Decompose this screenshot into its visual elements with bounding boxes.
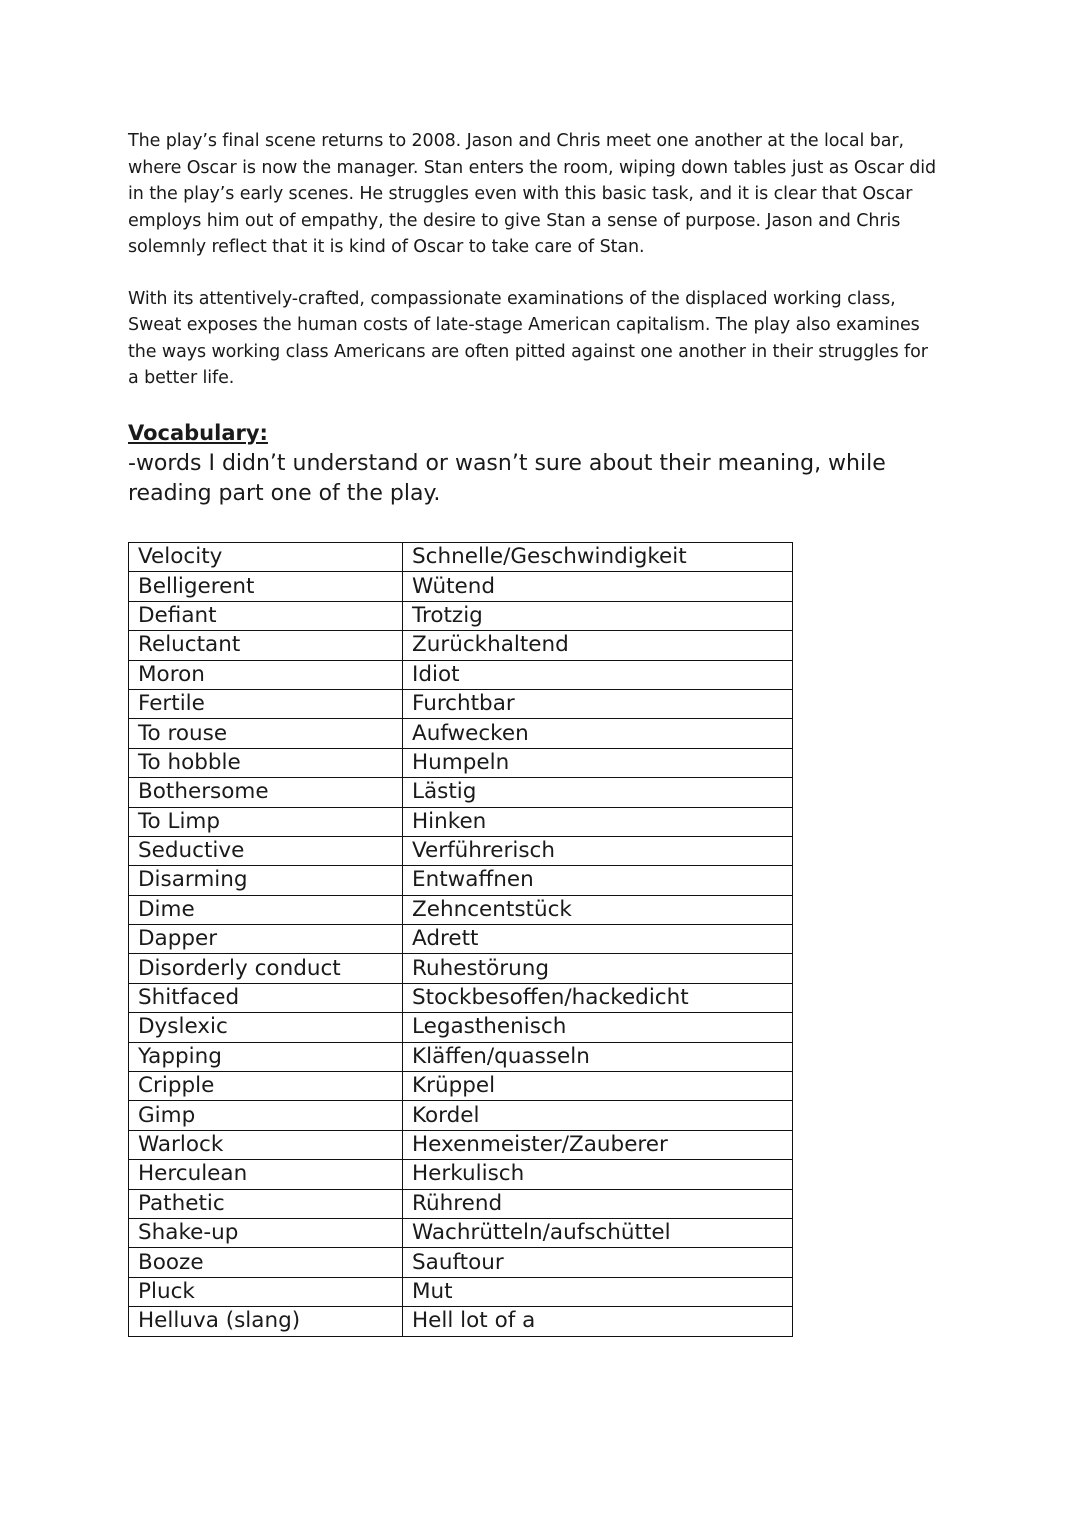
table-row [129, 660, 793, 689]
table-row [129, 1042, 793, 1071]
table-row [129, 1307, 793, 1336]
summary-paragraph-final-scene: The play’s final scene returns to 2008. Jason and Chris meet one another at the local bar, where Oscar is now the manager. Stan enters the room, wiping down tables just as Oscar did in the play’s early scenes. He struggles even with this basic task, and it is clear that Oscar employs him out of empathy, the desire to give Stan a sense of purpose. Jason and Chris solemnly reflect that it is kind of Oscar to take care of Stan. [128, 131, 937, 257]
english-term-cell: Helluva (slang) [129, 1307, 403, 1336]
english-term-cell: To hobble [129, 748, 403, 777]
table-row [129, 1013, 793, 1042]
german-translation-cell: Hexenmeister/Zauberer [403, 1130, 793, 1159]
summary-paragraph-themes: With its attentively-crafted, compassionate examinations of the displaced working class, Sweat exposes the human costs of late-stage American capitalism. The play also examines the ways working class Americans are often pitted against one another in their struggles for a better life. [128, 288, 928, 388]
english-term-cell: Booze [129, 1248, 403, 1277]
english-term-cell: Bothersome [129, 778, 403, 807]
english-term-cell: Defiant [129, 601, 403, 630]
table-row [129, 895, 793, 924]
german-translation-cell: Kläffen/quasseln [403, 1042, 793, 1071]
table-row [129, 1277, 793, 1306]
table-row [129, 543, 793, 572]
german-translation-cell: Entwaffnen [403, 866, 793, 895]
german-translation-cell: Schnelle/Geschwindigkeit [403, 543, 793, 572]
table-row [129, 719, 793, 748]
english-term-cell: Dapper [129, 925, 403, 954]
table-row [129, 866, 793, 895]
english-term-cell: Yapping [129, 1042, 403, 1071]
german-translation-cell: Furchtbar [403, 689, 793, 718]
german-translation-cell: Hell lot of a [403, 1307, 793, 1336]
table-row [129, 983, 793, 1012]
english-term-cell: Dyslexic [129, 1013, 403, 1042]
german-translation-cell: Adrett [403, 925, 793, 954]
english-term-cell: To rouse [129, 719, 403, 748]
german-translation-cell: Sauftour [403, 1248, 793, 1277]
english-term-cell: Herculean [129, 1160, 403, 1189]
table-row [129, 836, 793, 865]
german-translation-cell: Hinken [403, 807, 793, 836]
german-translation-cell: Aufwecken [403, 719, 793, 748]
table-row [129, 954, 793, 983]
german-translation-cell: Verführerisch [403, 836, 793, 865]
german-translation-cell: Krüppel [403, 1072, 793, 1101]
table-row [129, 1218, 793, 1247]
table-row [129, 778, 793, 807]
german-translation-cell: Idiot [403, 660, 793, 689]
english-term-cell: Belligerent [129, 572, 403, 601]
english-term-cell: Shitfaced [129, 983, 403, 1012]
german-translation-cell: Zurückhaltend [403, 631, 793, 660]
table-row [129, 1189, 793, 1218]
english-term-cell: Seductive [129, 836, 403, 865]
german-translation-cell: Legasthenisch [403, 1013, 793, 1042]
table-row [129, 925, 793, 954]
german-translation-cell: Kordel [403, 1101, 793, 1130]
english-term-cell: Shake-up [129, 1218, 403, 1247]
vocabulary-table [128, 542, 793, 1337]
english-term-cell: Moron [129, 660, 403, 689]
vocabulary-heading: Vocabulary: [128, 420, 268, 445]
german-translation-cell: Herkulisch [403, 1160, 793, 1189]
table-row [129, 807, 793, 836]
german-translation-cell: Zehncentstück [403, 895, 793, 924]
table-row [129, 1160, 793, 1189]
german-translation-cell: Humpeln [403, 748, 793, 777]
english-term-cell: Pluck [129, 1277, 403, 1306]
english-term-cell: Reluctant [129, 631, 403, 660]
english-term-cell: Cripple [129, 1072, 403, 1101]
german-translation-cell: Stockbesoffen/hackedicht [403, 983, 793, 1012]
table-row [129, 572, 793, 601]
table-row [129, 1130, 793, 1159]
vocabulary-subtitle: -words I didn’t understand or wasn’t sure about their meaning, while reading part one of the play. [128, 450, 886, 506]
german-translation-cell: Rührend [403, 1189, 793, 1218]
english-term-cell: Dime [129, 895, 403, 924]
table-row [129, 689, 793, 718]
english-term-cell: Gimp [129, 1101, 403, 1130]
german-translation-cell: Wachrütteln/aufschüttel [403, 1218, 793, 1247]
german-translation-cell: Trotzig [403, 601, 793, 630]
english-term-cell: Warlock [129, 1130, 403, 1159]
german-translation-cell: Mut [403, 1277, 793, 1306]
table-row [129, 631, 793, 660]
english-term-cell: To Limp [129, 807, 403, 836]
german-translation-cell: Ruhestörung [403, 954, 793, 983]
table-row [129, 748, 793, 777]
english-term-cell: Disorderly conduct [129, 954, 403, 983]
german-translation-cell: Lästig [403, 778, 793, 807]
english-term-cell: Disarming [129, 866, 403, 895]
document-page [128, 128, 940, 509]
english-term-cell: Fertile [129, 689, 403, 718]
table-row [129, 1248, 793, 1277]
english-term-cell: Velocity [129, 543, 403, 572]
table-row [129, 601, 793, 630]
english-term-cell: Pathetic [129, 1189, 403, 1218]
german-translation-cell: Wütend [403, 572, 793, 601]
table-row [129, 1072, 793, 1101]
table-row [129, 1101, 793, 1130]
vocabulary-table-body [129, 543, 793, 1337]
